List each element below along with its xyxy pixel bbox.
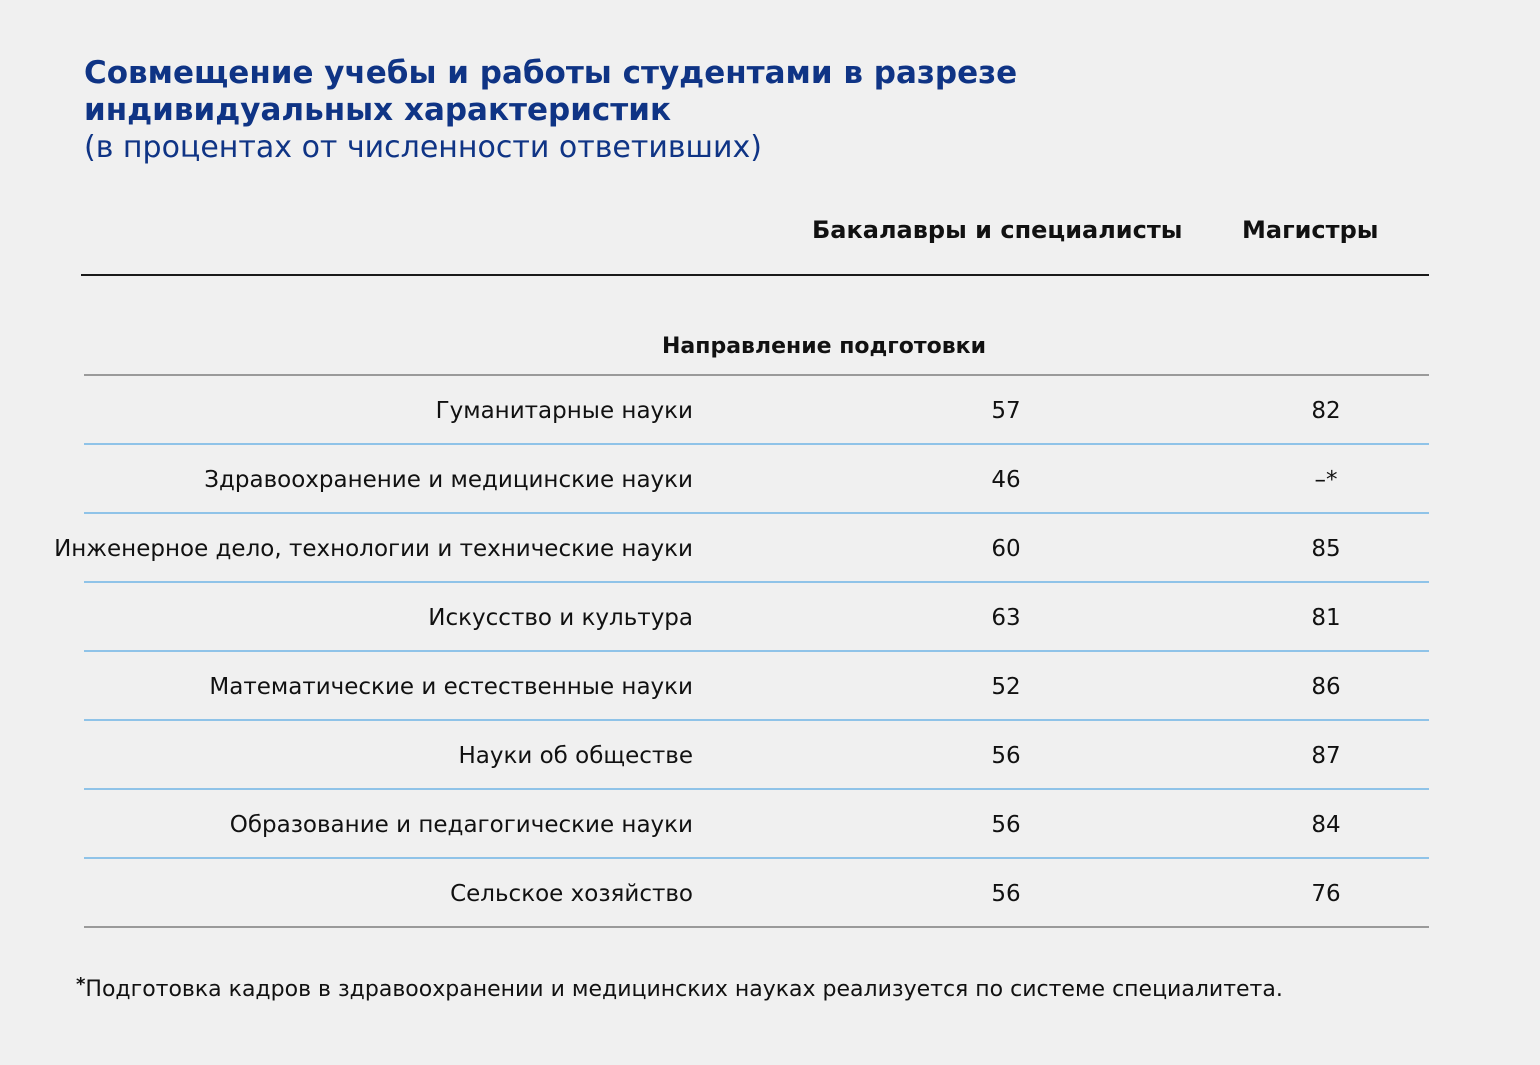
- bachelors-value: 60: [991, 536, 1021, 562]
- row-label: Искусство и культура: [428, 605, 693, 631]
- footnote-mark: *: [76, 974, 86, 995]
- chart-title-line-2: индивидуальных характеристик: [84, 92, 672, 128]
- column-header-masters: Магистры: [1242, 216, 1379, 244]
- footnote: [76, 974, 1283, 1002]
- table-row: [84, 583, 1429, 652]
- table-row: [84, 376, 1429, 445]
- masters-value: 85: [1311, 536, 1341, 562]
- title-block: [84, 55, 1284, 167]
- row-label: Гуманитарные науки: [435, 398, 693, 424]
- bachelors-value: 56: [991, 881, 1021, 907]
- bachelors-value: 52: [991, 674, 1021, 700]
- column-header-bachelors: Бакалавры и специалисты: [812, 216, 1183, 244]
- table-row: [84, 445, 1429, 514]
- header-divider: [81, 274, 1429, 276]
- masters-value: 81: [1311, 605, 1341, 631]
- row-label: Образование и педагогические науки: [229, 812, 693, 838]
- bachelors-value: 63: [991, 605, 1021, 631]
- masters-value: –*: [1314, 467, 1338, 493]
- bachelors-value: 56: [991, 743, 1021, 769]
- table-body: [54, 376, 1429, 928]
- table-row: [84, 652, 1429, 721]
- footnote-text: Подготовка кадров в здравоохранении и медицинских науках реализуется по системе специалитета.: [85, 977, 1283, 1002]
- masters-value: 76: [1311, 881, 1341, 907]
- chart-title-line-1: Совмещение учебы и работы студентами в разрезе: [84, 55, 1018, 91]
- section-label: Направление подготовки: [662, 334, 987, 359]
- table-row: [54, 514, 1429, 583]
- masters-value: 82: [1311, 398, 1341, 424]
- table-row: [84, 721, 1429, 790]
- row-label: Здравоохранение и медицинские науки: [204, 467, 693, 493]
- chart-subtitle: (в процентах от численности ответивших): [84, 130, 762, 165]
- bachelors-value: 56: [991, 812, 1021, 838]
- bachelors-value: 46: [991, 467, 1021, 493]
- masters-value: 87: [1311, 743, 1341, 769]
- masters-value: 86: [1311, 674, 1341, 700]
- row-label: Науки об обществе: [458, 743, 693, 769]
- table-row: [84, 790, 1429, 859]
- row-label: Сельское хозяйство: [450, 881, 693, 907]
- bachelors-value: 57: [991, 398, 1021, 424]
- row-label: Инженерное дело, технологии и технические науки: [54, 536, 693, 562]
- masters-value: 84: [1311, 812, 1341, 838]
- table-row: [84, 859, 1429, 928]
- row-label: Математические и естественные науки: [209, 674, 693, 700]
